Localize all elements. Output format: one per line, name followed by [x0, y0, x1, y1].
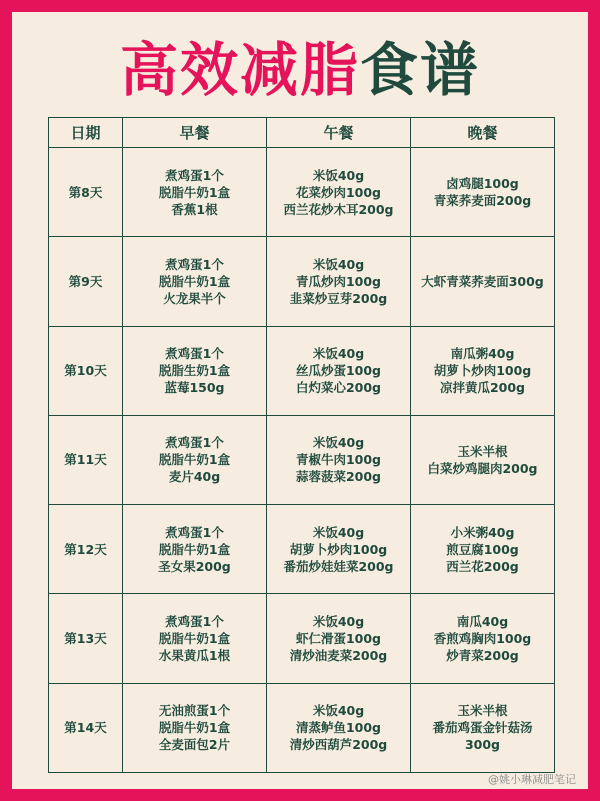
dinner-item: 玉米半根 — [457, 443, 508, 459]
breakfast-item: 煮鸡蛋1个 — [165, 524, 224, 540]
breakfast-cell — [123, 415, 267, 504]
lunch-item: 韭菜炒豆芽200g — [289, 290, 388, 306]
breakfast-item: 脱脂生奶1盒 — [158, 363, 231, 379]
dinner-item: 香煎鸡胸肉100g — [433, 631, 532, 647]
lunch-item: 清炒油麦菜200g — [289, 648, 388, 664]
breakfast-item: 煮鸡蛋1个 — [165, 256, 224, 272]
dinner-item: 玉米半根 — [457, 703, 508, 719]
table-row — [49, 326, 555, 415]
dinner-item: 小米粥40g — [450, 524, 515, 540]
dinner-item: 胡萝卜炒肉100g — [433, 363, 532, 379]
lunch-item: 虾仁滑蛋100g — [295, 631, 382, 647]
lunch-item: 番茄炒娃娃菜200g — [283, 558, 394, 574]
table-body — [49, 148, 555, 773]
lunch-item: 青椒牛肉100g — [295, 452, 382, 468]
breakfast-cell — [123, 505, 267, 594]
dinner-item: 番茄鸡蛋金针菇汤 — [432, 720, 533, 736]
dinner-item: 300g — [464, 737, 501, 753]
watermark: @姚小琳减肥笔记 — [488, 773, 576, 786]
lunch-cell — [267, 237, 411, 326]
dinner-cell — [411, 237, 555, 326]
dinner-item: 南瓜粥40g — [450, 346, 515, 362]
lunch-item: 清炒西葫芦200g — [289, 737, 388, 753]
dinner-item: 西兰花200g — [446, 558, 519, 574]
table-header-row — [49, 118, 555, 148]
lunch-cell — [267, 505, 411, 594]
breakfast-item: 蓝莓150g — [164, 380, 225, 396]
lunch-item: 米饭40g — [312, 346, 365, 362]
breakfast-item: 无油煎蛋1个 — [158, 703, 231, 719]
dinner-item: 凉拌黄瓜200g — [439, 380, 526, 396]
lunch-item: 花菜炒肉100g — [295, 184, 382, 200]
lunch-item: 西兰花炒木耳200g — [283, 201, 394, 217]
breakfast-cell — [123, 326, 267, 415]
dinner-item: 白菜炒鸡腿肉200g — [427, 460, 538, 476]
lunch-cell — [267, 594, 411, 683]
lunch-item: 胡萝卜炒肉100g — [289, 541, 388, 557]
breakfast-item: 脱脂牛奶1盒 — [158, 541, 231, 557]
breakfast-item: 火龙果半个 — [163, 290, 226, 306]
breakfast-item: 脱脂牛奶1盒 — [158, 273, 231, 289]
table-row — [49, 148, 555, 237]
dinner-cell — [411, 415, 555, 504]
breakfast-item: 脱脂牛奶1盒 — [158, 452, 231, 468]
day-cell: 第8天 — [49, 148, 123, 237]
lunch-item: 清蒸鲈鱼100g — [295, 720, 382, 736]
lunch-item: 白灼菜心200g — [295, 380, 382, 396]
lunch-item: 米饭40g — [312, 167, 365, 183]
breakfast-item: 脱脂牛奶1盒 — [158, 631, 231, 647]
lunch-item: 丝瓜炒蛋100g — [295, 363, 382, 379]
dinner-cell — [411, 683, 555, 772]
lunch-cell — [267, 415, 411, 504]
lunch-cell — [267, 326, 411, 415]
breakfast-item: 脱脂牛奶1盒 — [158, 184, 231, 200]
day-cell: 第12天 — [49, 505, 123, 594]
breakfast-item: 麦片40g — [168, 469, 221, 485]
day-cell: 第13天 — [49, 594, 123, 683]
dinner-cell — [411, 326, 555, 415]
lunch-item: 米饭40g — [312, 435, 365, 451]
header-date: 日期 — [49, 118, 123, 148]
breakfast-item: 香蕉1根 — [171, 201, 218, 217]
day-cell: 第11天 — [49, 415, 123, 504]
page-title — [12, 30, 588, 110]
breakfast-cell — [123, 237, 267, 326]
table-row — [49, 505, 555, 594]
lunch-cell — [267, 148, 411, 237]
lunch-item: 青瓜炒肉100g — [295, 273, 382, 289]
header-lunch: 午餐 — [267, 118, 411, 148]
breakfast-cell — [123, 683, 267, 772]
lunch-item: 米饭40g — [312, 703, 365, 719]
dinner-item: 南瓜40g — [456, 614, 509, 630]
dinner-item: 炒青菜200g — [446, 648, 519, 664]
breakfast-item: 煮鸡蛋1个 — [165, 435, 224, 451]
title-highlight: 高效减脂 — [119, 36, 360, 104]
lunch-item: 米饭40g — [312, 614, 365, 630]
breakfast-item: 煮鸡蛋1个 — [165, 346, 224, 362]
table-row — [49, 237, 555, 326]
meal-plan-table — [48, 117, 555, 773]
breakfast-item: 煮鸡蛋1个 — [165, 167, 224, 183]
table-row — [49, 415, 555, 504]
breakfast-item: 煮鸡蛋1个 — [165, 614, 224, 630]
header-dinner: 晚餐 — [411, 118, 555, 148]
dinner-item: 青菜荞麦面200g — [433, 193, 532, 209]
day-cell: 第14天 — [49, 683, 123, 772]
title-rest: 食谱 — [360, 36, 481, 104]
dinner-cell — [411, 148, 555, 237]
lunch-item: 米饭40g — [312, 256, 365, 272]
table-row — [49, 683, 555, 772]
lunch-item: 蒜蓉菠菜200g — [295, 469, 382, 485]
day-cell: 第9天 — [49, 237, 123, 326]
table-row — [49, 594, 555, 683]
lunch-item: 米饭40g — [312, 524, 365, 540]
breakfast-cell — [123, 148, 267, 237]
breakfast-item: 全麦面包2片 — [158, 737, 231, 753]
dinner-cell — [411, 594, 555, 683]
breakfast-item: 圣女果200g — [158, 558, 231, 574]
dinner-item: 卤鸡腿100g — [446, 176, 519, 192]
header-breakfast: 早餐 — [123, 118, 267, 148]
day-cell: 第10天 — [49, 326, 123, 415]
breakfast-cell — [123, 594, 267, 683]
recipe-card — [12, 12, 588, 789]
breakfast-item: 脱脂牛奶1盒 — [158, 720, 231, 736]
lunch-cell — [267, 683, 411, 772]
dinner-cell — [411, 505, 555, 594]
breakfast-item: 水果黄瓜1根 — [158, 648, 231, 664]
dinner-item: 煎豆腐100g — [446, 541, 519, 557]
dinner-item: 大虾青菜荞麦面300g — [421, 273, 544, 289]
